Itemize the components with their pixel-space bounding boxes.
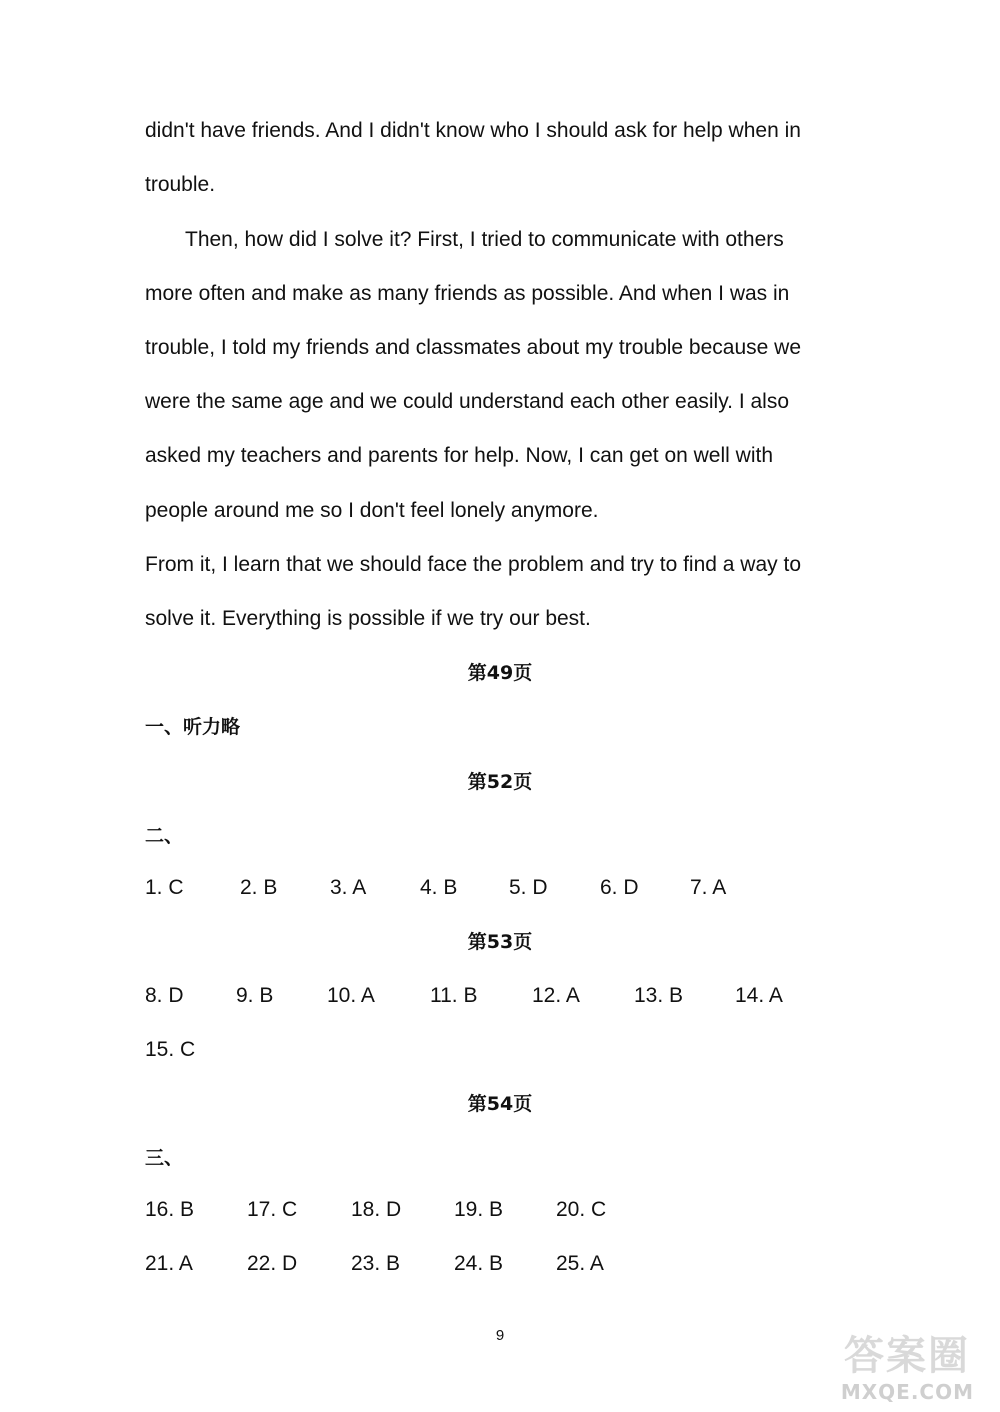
answer-item: 22. D [247,1252,298,1275]
watermark-logo [808,1324,978,1404]
essay-line-6: were the same age and we could understand each other easily. I also [145,390,790,413]
answer-item: 12. A [532,984,580,1007]
essay-line-1: didn't have friends. And I didn't know who I should ask for help when in [145,119,801,142]
answer-item: 16. B [145,1198,195,1221]
part-three-label: 三、 [145,1147,184,1169]
answer-item: 24. B [454,1252,504,1275]
answer-item: 4. B [420,876,458,899]
page-number: 9 [495,1327,505,1344]
part-two-label: 二、 [145,825,184,847]
essay-line-9: From it, I learn that we should face the problem and try to find a way to [145,553,801,576]
watermark-top: 答案圈 [844,1333,970,1379]
answer-item: 19. B [454,1198,504,1221]
answer-item: 8. D [145,984,184,1007]
answer-item: 10. A [327,984,375,1007]
answer-item: 17. C [247,1198,298,1221]
answer-item: 20. C [556,1198,607,1221]
answer-item: 14. A [735,984,783,1007]
essay-line-7: asked my teachers and parents for help. Now, I can get on well with [145,444,774,467]
answer-item: 23. B [351,1252,401,1275]
answer-item: 6. D [600,876,639,899]
answer-item: 3. A [330,876,367,899]
answer-item: 7. A [690,876,727,899]
answer-item: 13. B [634,984,684,1007]
page-heading-54: 第54页 [467,1093,533,1115]
answer-item: 18. D [351,1198,402,1221]
essay-line-3: Then, how did I solve it? First, I tried to communicate with others [185,228,784,251]
essay-line-10: solve it. Everything is possible if we try our best. [145,607,591,630]
answer-item: 15. C [145,1038,196,1061]
page-heading-49: 第49页 [467,662,533,684]
answer-item: 9. B [236,984,274,1007]
answer-item: 21. A [145,1252,193,1275]
essay-line-8: people around me so I don't feel lonely anymore. [145,499,599,522]
essay-line-5: trouble, I told my friends and classmates about my trouble because we [145,336,802,359]
essay-line-2: trouble. [145,173,216,196]
answer-item: 5. D [509,876,548,899]
answer-item: 25. A [556,1252,604,1275]
essay-line-4: more often and make as many friends as possible. And when I was in [145,282,790,305]
answer-item: 11. B [430,984,478,1007]
page-heading-52: 第52页 [467,771,533,793]
page-heading-53: 第53页 [467,931,533,953]
answer-item: 1. C [145,876,184,899]
watermark-bottom: MXQE.COM [840,1380,974,1404]
answer-item: 2. B [240,876,278,899]
listening-note: 一、听力略 [145,716,241,738]
